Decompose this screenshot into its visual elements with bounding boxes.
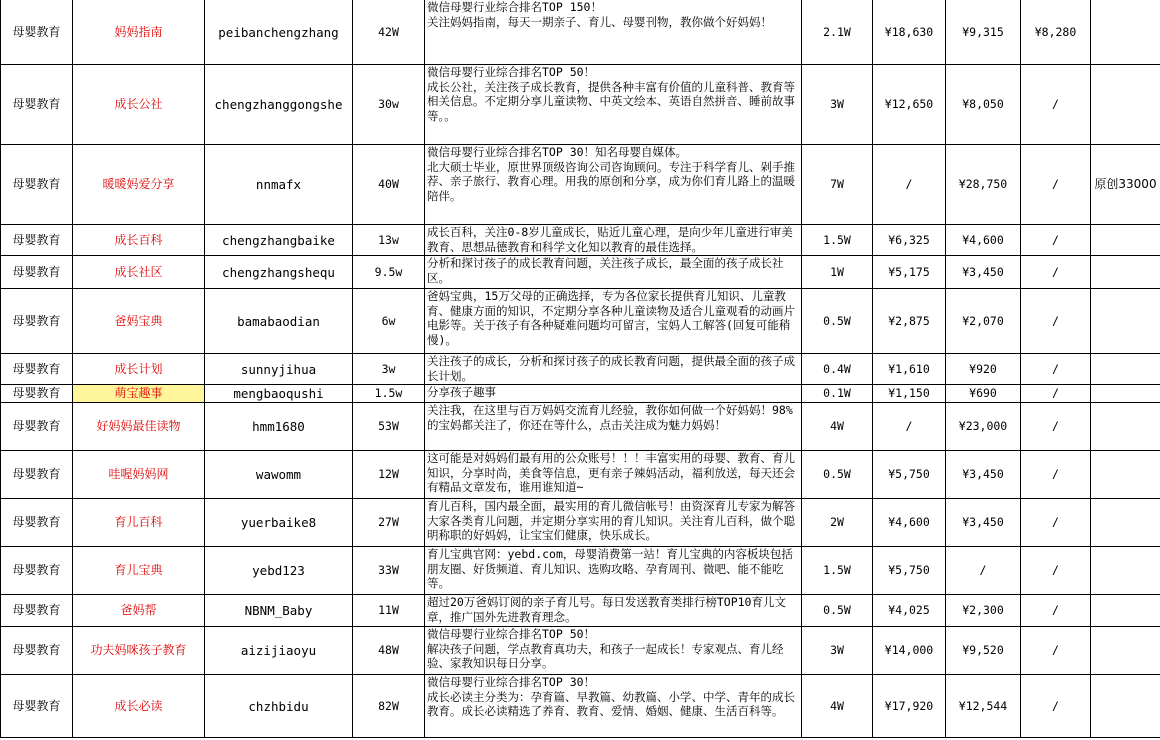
- followers-cell[interactable]: 42W: [353, 0, 425, 65]
- table-row: [1, 403, 1160, 451]
- price-other-cell[interactable]: /: [1021, 256, 1091, 289]
- followers-cell[interactable]: 27W: [353, 499, 425, 547]
- reads-cell[interactable]: 1.5W: [802, 547, 873, 595]
- table-row: [1, 65, 1160, 145]
- table-row: [1, 499, 1160, 547]
- price-first-cell[interactable]: ¥5,750: [873, 451, 946, 499]
- price-first-cell[interactable]: ¥4,025: [873, 595, 946, 627]
- category-cell[interactable]: 母婴教育: [1, 627, 73, 675]
- price-second-cell[interactable]: /: [946, 547, 1021, 595]
- price-other-cell[interactable]: /: [1021, 145, 1091, 225]
- account-name-cell[interactable]: 功夫妈咪孩子教育: [73, 627, 205, 675]
- followers-cell[interactable]: 13w: [353, 225, 425, 256]
- description-cell[interactable]: 这可能是对妈妈们最有用的公众账号！！！丰富实用的母婴、教育、育儿知识，分享时尚，美食等信息，更有亲子辣妈活动，福利放送，每天还会有精品文章发布，谁用谁知道~: [425, 451, 802, 499]
- price-first-cell[interactable]: ¥14,000: [873, 627, 946, 675]
- description-cell[interactable]: 微信母婴行业综合排名TOP 30！知名母婴自媒体。 北大硕士毕业，原世界顶级咨询公司咨询顾问。专注于科学育儿、剁手推荐、亲子旅行、教育心理。用我的原创和分享，成为你们育儿路上的温暖陪伴。: [425, 145, 802, 225]
- price-other-cell[interactable]: /: [1021, 627, 1091, 675]
- category-cell[interactable]: 母婴教育: [1, 256, 73, 289]
- price-second-cell[interactable]: ¥8,050: [946, 65, 1021, 145]
- wechat-id-cell[interactable]: chzhbidu: [205, 675, 353, 738]
- price-second-cell[interactable]: ¥3,450: [946, 256, 1021, 289]
- price-second-cell[interactable]: ¥4,600: [946, 225, 1021, 256]
- wechat-id-cell[interactable]: chengzhangshequ: [205, 256, 353, 289]
- price-first-cell[interactable]: ¥1,150: [873, 385, 946, 403]
- category-cell[interactable]: 母婴教育: [1, 499, 73, 547]
- wechat-id-cell[interactable]: yuerbaike8: [205, 499, 353, 547]
- description-cell[interactable]: 育儿宝典官网：yebd.com，母婴消费第一站！育儿宝典的内容板块包括朋友圈、好货频道、育儿知识、选购攻略、孕育周刊、微吧、能不能吃等。: [425, 547, 802, 595]
- description-cell[interactable]: 微信母婴行业综合排名TOP 30！ 成长必读主分类为：孕育篇、早教篇、幼教篇、小学、中学、青年的成长教育。成长必读精选了养育、教育、爱情、婚姻、健康、生活百科等。: [425, 675, 802, 738]
- price-first-cell[interactable]: ¥2,875: [873, 289, 946, 354]
- reads-cell[interactable]: 0.5W: [802, 289, 873, 354]
- table-row: [1, 225, 1160, 256]
- note-cell[interactable]: [1091, 225, 1160, 256]
- followers-cell[interactable]: 30w: [353, 65, 425, 145]
- price-second-cell[interactable]: ¥690: [946, 385, 1021, 403]
- followers-cell[interactable]: 82W: [353, 675, 425, 738]
- price-first-cell[interactable]: ¥4,600: [873, 499, 946, 547]
- wechat-id-cell[interactable]: mengbaoqushi: [205, 385, 353, 403]
- table-row: [1, 256, 1160, 289]
- price-other-cell[interactable]: /: [1021, 403, 1091, 451]
- price-other-cell[interactable]: /: [1021, 595, 1091, 627]
- price-first-cell[interactable]: ¥17,920: [873, 675, 946, 738]
- category-cell[interactable]: 母婴教育: [1, 547, 73, 595]
- price-first-cell[interactable]: /: [873, 145, 946, 225]
- category-cell[interactable]: 母婴教育: [1, 385, 73, 403]
- price-other-cell[interactable]: ¥8,280: [1021, 0, 1091, 65]
- table-row: [1, 385, 1160, 403]
- price-other-cell[interactable]: /: [1021, 547, 1091, 595]
- account-name-cell[interactable]: 成长社区: [73, 256, 205, 289]
- category-cell[interactable]: 母婴教育: [1, 403, 73, 451]
- wechat-id-cell[interactable]: bamabaodian: [205, 289, 353, 354]
- price-second-cell[interactable]: ¥3,450: [946, 499, 1021, 547]
- category-cell[interactable]: 母婴教育: [1, 451, 73, 499]
- price-first-cell[interactable]: ¥6,325: [873, 225, 946, 256]
- account-name-cell[interactable]: 好妈妈最佳读物: [73, 403, 205, 451]
- followers-cell[interactable]: 3w: [353, 354, 425, 385]
- reads-cell[interactable]: 2.1W: [802, 0, 873, 65]
- followers-cell[interactable]: 48W: [353, 627, 425, 675]
- description-cell[interactable]: 微信母婴行业综合排名TOP 50！ 解决孩子问题，学点教育真功夫，和孩子一起成长！专家观点、育儿经验、家教知识每日分享。: [425, 627, 802, 675]
- price-other-cell[interactable]: /: [1021, 675, 1091, 738]
- wechat-id-cell[interactable]: chengzhangbaike: [205, 225, 353, 256]
- reads-cell[interactable]: 1W: [802, 256, 873, 289]
- sheet-body: [1, 0, 1160, 738]
- account-name-cell[interactable]: 成长计划: [73, 354, 205, 385]
- wechat-id-cell[interactable]: sunnyjihua: [205, 354, 353, 385]
- table-row: [1, 451, 1160, 499]
- note-cell[interactable]: [1091, 0, 1160, 65]
- price-first-cell[interactable]: ¥18,630: [873, 0, 946, 65]
- price-second-cell[interactable]: ¥3,450: [946, 451, 1021, 499]
- followers-cell[interactable]: 11W: [353, 595, 425, 627]
- table-row: [1, 595, 1160, 627]
- description-cell[interactable]: 关注我，在这里与百万妈妈交流育儿经验，教你如何做一个好妈妈！98%的宝妈都关注了，你还在等什么，点击关注成为魅力妈妈！: [425, 403, 802, 451]
- reads-cell[interactable]: 4W: [802, 403, 873, 451]
- reads-cell[interactable]: 1.5W: [802, 225, 873, 256]
- note-cell[interactable]: [1091, 65, 1160, 145]
- description-cell[interactable]: 微信母婴行业综合排名TOP 150！ 关注妈妈指南，每天一期亲子、育儿、母婴刊物，教你做个好妈妈！: [425, 0, 802, 65]
- reads-cell[interactable]: 0.1W: [802, 385, 873, 403]
- account-name-cell[interactable]: 妈妈指南: [73, 0, 205, 65]
- wechat-id-cell[interactable]: wawomm: [205, 451, 353, 499]
- description-cell[interactable]: 爸妈宝典，15万父母的正确选择，专为各位家长提供育儿知识、儿童教育、健康方面的知识，不定期分享各种儿童读物及适合儿童观看的动画片电影等。关于孩子有各种疑难问题均可留言，宝妈人工解答(回复可能稍慢)。: [425, 289, 802, 354]
- reads-cell[interactable]: 0.5W: [802, 451, 873, 499]
- category-cell[interactable]: 母婴教育: [1, 289, 73, 354]
- price-other-cell[interactable]: /: [1021, 385, 1091, 403]
- account-name-cell[interactable]: 哇喔妈妈网: [73, 451, 205, 499]
- description-cell[interactable]: 分析和探讨孩子的成长教育问题，关注孩子成长，最全面的孩子成长社区。: [425, 256, 802, 289]
- price-first-cell[interactable]: /: [873, 403, 946, 451]
- account-name-cell[interactable]: 暖暖妈爱分享: [73, 145, 205, 225]
- category-cell[interactable]: 母婴教育: [1, 0, 73, 65]
- wechat-id-cell[interactable]: aizijiaoyu: [205, 627, 353, 675]
- category-cell[interactable]: 母婴教育: [1, 595, 73, 627]
- note-cell[interactable]: [1091, 675, 1160, 738]
- price-first-cell[interactable]: ¥12,650: [873, 65, 946, 145]
- description-cell[interactable]: 超过20万爸妈订阅的亲子育儿号。每日发送教育类排行榜TOP10育儿文章，推广国外先进教育理念。: [425, 595, 802, 627]
- price-other-cell[interactable]: /: [1021, 225, 1091, 256]
- note-cell[interactable]: [1091, 354, 1160, 385]
- price-second-cell[interactable]: ¥12,544: [946, 675, 1021, 738]
- table-row: [1, 675, 1160, 738]
- price-second-cell[interactable]: ¥2,070: [946, 289, 1021, 354]
- category-cell[interactable]: 母婴教育: [1, 145, 73, 225]
- account-name-cell[interactable]: 育儿宝典: [73, 547, 205, 595]
- followers-cell[interactable]: 33W: [353, 547, 425, 595]
- description-cell[interactable]: 关注孩子的成长，分析和探讨孩子的成长教育问题，提供最全面的孩子成长计划。: [425, 354, 802, 385]
- account-name-cell[interactable]: 爸妈宝典: [73, 289, 205, 354]
- note-cell[interactable]: [1091, 403, 1160, 451]
- account-name-cell[interactable]: 爸妈帮: [73, 595, 205, 627]
- reads-cell[interactable]: 4W: [802, 675, 873, 738]
- price-second-cell[interactable]: ¥920: [946, 354, 1021, 385]
- price-other-cell[interactable]: /: [1021, 499, 1091, 547]
- account-name-cell[interactable]: 成长必读: [73, 675, 205, 738]
- wechat-id-cell[interactable]: yebd123: [205, 547, 353, 595]
- followers-cell[interactable]: 9.5w: [353, 256, 425, 289]
- wechat-id-cell[interactable]: hmm1680: [205, 403, 353, 451]
- table-row: [1, 547, 1160, 595]
- wechat-id-cell[interactable]: chengzhanggongshe: [205, 65, 353, 145]
- category-cell[interactable]: 母婴教育: [1, 65, 73, 145]
- price-second-cell[interactable]: ¥23,000: [946, 403, 1021, 451]
- wechat-id-cell[interactable]: NBNM_Baby: [205, 595, 353, 627]
- price-second-cell[interactable]: ¥28,750: [946, 145, 1021, 225]
- note-cell[interactable]: [1091, 256, 1160, 289]
- note-cell[interactable]: [1091, 547, 1160, 595]
- followers-cell[interactable]: 6w: [353, 289, 425, 354]
- reads-cell[interactable]: 2W: [802, 499, 873, 547]
- account-name-cell[interactable]: 成长公社: [73, 65, 205, 145]
- price-second-cell[interactable]: ¥9,315: [946, 0, 1021, 65]
- followers-cell[interactable]: 40W: [353, 145, 425, 225]
- note-cell[interactable]: [1091, 595, 1160, 627]
- account-name-cell[interactable]: 育儿百科: [73, 499, 205, 547]
- price-other-cell[interactable]: /: [1021, 451, 1091, 499]
- price-second-cell[interactable]: ¥2,300: [946, 595, 1021, 627]
- wechat-id-cell[interactable]: nnmafx: [205, 145, 353, 225]
- description-cell[interactable]: 育儿百科，国内最全面，最实用的育儿微信帐号！由资深育儿专家为解答大家各类育儿问题，并定期分享实用的育儿知识。关注育儿百科，做个聪明称职的好妈妈，让宝宝们健康，快乐成长。: [425, 499, 802, 547]
- category-cell[interactable]: 母婴教育: [1, 225, 73, 256]
- description-cell[interactable]: 微信母婴行业综合排名TOP 50！ 成长公社，关注孩子成长教育，提供各种丰富有价值的儿童科普、教育等相关信息。不定期分享儿童读物、中英文绘本、英语自然拼音、睡前故事等。。: [425, 65, 802, 145]
- description-cell[interactable]: 成长百科，关注0-8岁儿童成长，贴近儿童心理，是向少年儿童进行审美教育、思想品德教育和科学文化知以教育的最佳选择。: [425, 225, 802, 256]
- reads-cell[interactable]: 7W: [802, 145, 873, 225]
- account-name-cell[interactable]: 成长百科: [73, 225, 205, 256]
- note-cell[interactable]: [1091, 627, 1160, 675]
- followers-cell[interactable]: 53W: [353, 403, 425, 451]
- account-name-cell[interactable]: 萌宝趣事: [73, 385, 205, 403]
- wechat-id-cell[interactable]: peibanchengzhang: [205, 0, 353, 65]
- followers-cell[interactable]: 1.5w: [353, 385, 425, 403]
- note-cell[interactable]: 原创33000: [1091, 145, 1160, 225]
- price-other-cell[interactable]: /: [1021, 289, 1091, 354]
- table-row: [1, 145, 1160, 225]
- table-row: [1, 289, 1160, 354]
- table-row: [1, 0, 1160, 65]
- category-cell[interactable]: 母婴教育: [1, 675, 73, 738]
- followers-cell[interactable]: 12W: [353, 451, 425, 499]
- note-cell[interactable]: [1091, 385, 1160, 403]
- description-cell[interactable]: 分享孩子趣事: [425, 385, 802, 403]
- reads-cell[interactable]: 3W: [802, 65, 873, 145]
- table-row: [1, 627, 1160, 675]
- note-cell[interactable]: [1091, 451, 1160, 499]
- note-cell[interactable]: [1091, 499, 1160, 547]
- price-first-cell[interactable]: ¥5,750: [873, 547, 946, 595]
- price-other-cell[interactable]: /: [1021, 354, 1091, 385]
- price-first-cell[interactable]: ¥1,610: [873, 354, 946, 385]
- price-other-cell[interactable]: /: [1021, 65, 1091, 145]
- reads-cell[interactable]: 0.4W: [802, 354, 873, 385]
- reads-cell[interactable]: 3W: [802, 627, 873, 675]
- price-first-cell[interactable]: ¥5,175: [873, 256, 946, 289]
- price-second-cell[interactable]: ¥9,520: [946, 627, 1021, 675]
- category-cell[interactable]: 母婴教育: [1, 354, 73, 385]
- reads-cell[interactable]: 0.5W: [802, 595, 873, 627]
- table-row: [1, 354, 1160, 385]
- note-cell[interactable]: [1091, 289, 1160, 354]
